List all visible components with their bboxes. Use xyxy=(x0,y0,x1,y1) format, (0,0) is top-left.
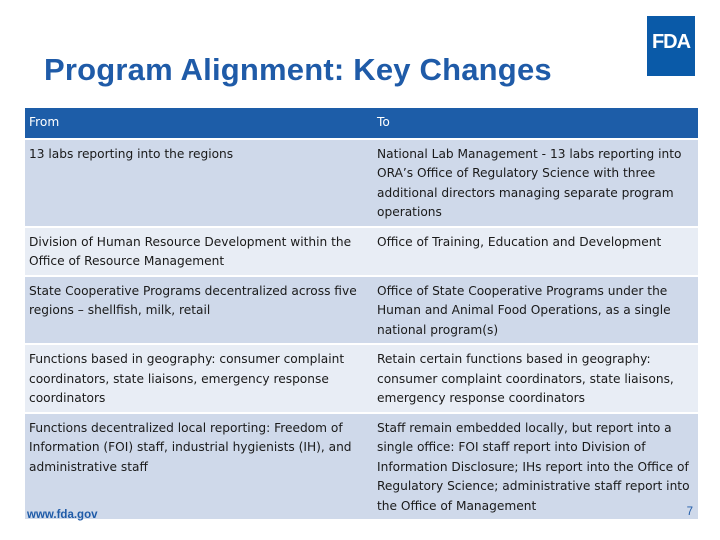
cell-to: Office of State Cooperative Programs under the Human and Animal Food Operations, as a single national program(s) xyxy=(377,283,671,337)
cell-from: Functions decentralized local reporting: Freedom of Information (FOI) staff, industrial hygienists (IH), and administrative staff xyxy=(29,420,352,474)
page-number: 7 xyxy=(686,506,693,518)
cell-from: 13 labs reporting into the regions xyxy=(29,146,234,161)
fda-logo-icon xyxy=(651,28,691,52)
header-to: To xyxy=(377,115,390,129)
cell-to: National Lab Management - 13 labs reporting into ORA’s Office of Regulatory Science with three additional directors managing separate program operations xyxy=(377,146,682,219)
cell-to: Office of Training, Education and Development xyxy=(377,234,662,249)
fda-logo-text: FDA xyxy=(651,31,691,52)
cell-from: Functions based in geography: consumer complaint coordinators, state liaisons, emergency response coordinators xyxy=(29,352,345,405)
table-row xyxy=(25,276,698,345)
changes-table xyxy=(25,108,698,519)
table-header-row xyxy=(25,108,698,139)
fda-logo xyxy=(647,16,695,76)
cell-to: Retain certain functions based in geography: consumer complaint coordinators, state liaisons, emergency response coordinators xyxy=(377,352,674,405)
slide-title: Program Alignment: Key Changes xyxy=(44,52,552,87)
cell-to: Staff remain embedded locally, but report into a single office: FOI staff report into Division of Information Disclosure; IHs report into the Office of Regulatory Science; administrative staff report into the Office of Management xyxy=(377,420,690,513)
table-row xyxy=(25,227,698,276)
header-from: From xyxy=(29,115,60,129)
table-row xyxy=(25,344,698,413)
footer-url-link[interactable]: www.fda.gov xyxy=(27,509,98,521)
cell-from: State Cooperative Programs decentralized across five regions – shellfish, milk, retail xyxy=(29,283,357,317)
table-row xyxy=(25,413,698,520)
cell-from: Division of Human Resource Development within the Office of Resource Management xyxy=(29,234,352,268)
table-row xyxy=(25,139,698,227)
